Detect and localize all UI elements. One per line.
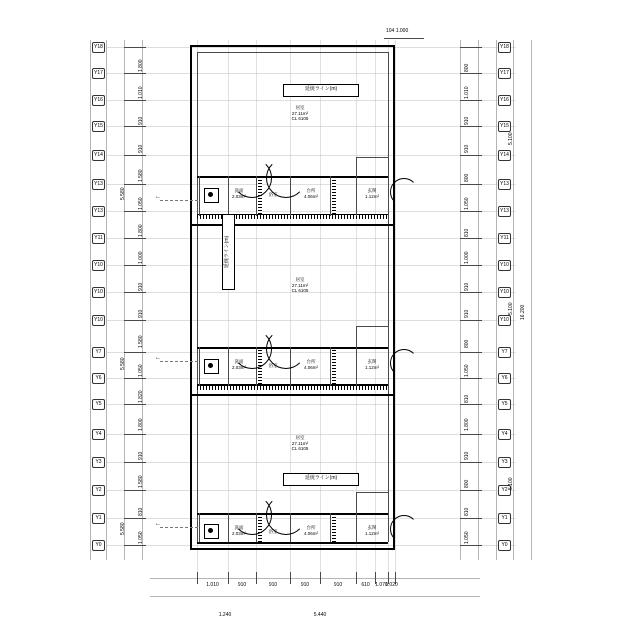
left-dim-17: 1.050 xyxy=(138,530,144,544)
left-ticks-13 xyxy=(124,404,146,405)
left-ticks-0 xyxy=(124,47,146,48)
right-ticks-7 xyxy=(460,238,482,239)
grid-tag-left-7: Y11 xyxy=(92,233,105,244)
shaft-line-1 xyxy=(199,176,200,216)
partition-2d xyxy=(330,347,331,386)
right-dim-11: 1.050 xyxy=(464,364,470,377)
grid-guide-col-2 xyxy=(256,40,257,575)
partition-3a xyxy=(228,513,229,542)
grid-guide-col-6 xyxy=(375,40,376,575)
grid-guide-row-5 xyxy=(106,184,516,185)
grid-guide-row-17 xyxy=(106,518,516,519)
left-ticks-1 xyxy=(124,73,146,74)
small-room-label-4: 玄関 1.12m² xyxy=(364,188,380,199)
dim-line-right-total xyxy=(531,40,532,560)
grid-tag-left-13: Y5 xyxy=(92,399,105,410)
right-ticks-12 xyxy=(460,378,482,379)
bottom-dim-0: 1.010 xyxy=(206,582,219,588)
right-dim-5: 1.050 xyxy=(464,196,470,210)
room-name-2: 居室 xyxy=(295,277,305,282)
bottom-dim-2: 910 xyxy=(268,582,278,588)
right-dim-15: 800 xyxy=(464,479,470,488)
dim-line-left-outer xyxy=(90,40,91,560)
fixture-dot-2 xyxy=(208,363,213,368)
grid-tag-left-1: Y17 xyxy=(92,68,105,79)
hatched-partition-2b xyxy=(332,349,336,384)
grid-guide-row-14 xyxy=(106,434,516,435)
partition-3d xyxy=(330,513,331,542)
entry-lead-2 xyxy=(160,361,198,362)
small-room-label-8: 玄関 1.12m² xyxy=(364,359,380,370)
right-ticks-10 xyxy=(460,320,482,321)
entry-arrow-3: ← xyxy=(155,521,161,527)
left-ticks-12 xyxy=(124,378,146,379)
small-room-label-12: 玄関 1.12m² xyxy=(364,525,380,536)
grid-guide-row-2 xyxy=(106,100,516,101)
bottom-tick-5 xyxy=(356,572,357,584)
wall-top xyxy=(190,45,395,47)
left-dim-1: 1.010 xyxy=(138,85,144,99)
balcony-line-2 xyxy=(356,326,388,327)
small-room-label-1: 洗面 2.03m² xyxy=(231,188,247,199)
bottom-dim-5: 610 xyxy=(361,582,370,588)
right-section-dim-3: 5.100 xyxy=(508,477,514,490)
grid-guide-row-12 xyxy=(106,378,516,379)
left-dim-4: 1.580 xyxy=(138,168,144,182)
right-dim-1: 1.010 xyxy=(464,85,470,99)
left-ticks-11 xyxy=(124,352,146,353)
bottom-dim-7: 1.020 xyxy=(385,582,398,588)
grid-tag-left-4: Y14 xyxy=(92,150,105,161)
right-dim-9: 910 xyxy=(464,309,470,318)
grid-tag-right-15: Y3 xyxy=(498,457,511,468)
bottom-total-dim: 1.240 xyxy=(218,612,232,618)
right-ticks-5 xyxy=(460,184,482,185)
small-room-label-5: 洗面 2.03m² xyxy=(231,359,247,370)
room-area-1: 27.11m² xyxy=(291,110,309,116)
hatched-band-2 xyxy=(197,386,388,390)
right-ticks-15 xyxy=(460,462,482,463)
dim-line-right-mid xyxy=(496,40,497,560)
left-ticks-18 xyxy=(124,545,146,546)
balcony-line-1v xyxy=(356,157,357,177)
service-strip-top-1 xyxy=(197,176,388,178)
room-name-1: 居室 xyxy=(295,105,305,110)
left-dim-8: 910 xyxy=(138,282,144,291)
room-label-3 xyxy=(292,435,309,452)
fixture-dot-3 xyxy=(208,528,213,533)
left-dim-14: 910 xyxy=(138,451,144,460)
bottom-sum-dim: 5.440 xyxy=(313,612,327,618)
room-label-1 xyxy=(292,105,309,122)
left-dim-11: 1.050 xyxy=(138,364,144,377)
right-ticks-1 xyxy=(460,73,482,74)
left-dim-2: 910 xyxy=(138,116,144,125)
grid-guide-row-18 xyxy=(106,545,516,546)
grid-tag-right-16: Y2 xyxy=(498,485,511,496)
right-dim-13: 1.800 xyxy=(464,418,470,431)
balcony-line-2v xyxy=(356,326,357,348)
entry-arrow-2: ← xyxy=(155,355,161,361)
grid-tag-right-4: Y14 xyxy=(498,150,511,161)
grid-tag-right-8: Y10 xyxy=(498,260,511,271)
left-ticks-2 xyxy=(124,100,146,101)
grid-tag-left-14: Y4 xyxy=(92,429,105,440)
bottom-tick-3 xyxy=(290,572,291,584)
left-dim-7: 1.000 xyxy=(138,250,144,264)
right-dim-7: 1.000 xyxy=(464,250,470,264)
grid-tag-right-11: Y7 xyxy=(498,347,511,358)
grid-tag-left-8: Y10 xyxy=(92,260,105,271)
fire-line-band-top: 延焼ライン(m) xyxy=(283,84,359,97)
unit-divider-1 xyxy=(190,224,395,226)
bottom-dim-1: 910 xyxy=(237,582,247,588)
dim-line-right-inner xyxy=(478,40,479,560)
inner-outline-right xyxy=(388,52,389,542)
grid-tag-left-12: Y6 xyxy=(92,373,105,384)
right-ticks-0 xyxy=(460,47,482,48)
left-dim-10: 1.580 xyxy=(138,335,144,348)
room-name-3: 居室 xyxy=(295,435,305,440)
left-ticks-5 xyxy=(124,184,146,185)
right-ticks-16 xyxy=(460,490,482,491)
bottom-tick-2 xyxy=(256,572,257,584)
left-ticks-7 xyxy=(124,238,146,239)
left-dim-3: 910 xyxy=(138,144,144,153)
door-swing-2c xyxy=(390,349,418,377)
left-ticks-16 xyxy=(124,490,146,491)
grid-tag-left-3: Y15 xyxy=(92,121,105,132)
left-dim-0: 1.800 xyxy=(138,59,144,72)
left-ticks-3 xyxy=(124,126,146,127)
grid-tag-left-5: Y13 xyxy=(92,179,105,190)
small-room-label-6: 浴室 xyxy=(268,363,278,368)
grid-guide-row-3 xyxy=(106,126,516,127)
bottom-dim-3: 910 xyxy=(300,582,310,588)
right-ticks-13 xyxy=(460,404,482,405)
wall-left xyxy=(190,45,192,550)
room-cl-3: CL 6105 xyxy=(291,446,309,451)
inner-outline-top xyxy=(197,52,388,53)
grid-tag-right-9: Y10 xyxy=(498,287,511,298)
left-dim-6: 1.800 xyxy=(138,223,144,237)
grid-guide-col-4 xyxy=(320,40,321,575)
small-room-label-2: 浴室 xyxy=(268,192,278,197)
grid-tag-right-13: Y5 xyxy=(498,399,511,410)
right-dim-2: 910 xyxy=(464,116,470,125)
balcony-line-3v xyxy=(356,492,357,514)
left-dim-16: 810 xyxy=(138,507,144,516)
right-dim-16: 810 xyxy=(464,507,470,516)
grid-tag-right-7: Y11 xyxy=(498,233,511,244)
grid-tag-left-2: Y16 xyxy=(92,95,105,106)
entry-lead-1 xyxy=(160,200,198,201)
right-ticks-8 xyxy=(460,265,482,266)
small-room-label-11: 台所 4.06m² xyxy=(303,525,319,536)
right-dim-17: 1.050 xyxy=(464,530,470,544)
grid-tag-left-9: Y10 xyxy=(92,287,105,298)
grid-guide-col-8 xyxy=(395,40,396,575)
grid-guide-row-15 xyxy=(106,462,516,463)
grid-guide-row-4 xyxy=(106,155,516,156)
dim-line-bottom-inner xyxy=(150,578,480,579)
dim-line-bottom-outer xyxy=(150,596,480,597)
grid-tag-right-3: Y15 xyxy=(498,121,511,132)
grid-guide-row-13 xyxy=(106,404,516,405)
room-area-3: 27.11m² xyxy=(291,440,309,446)
entry-lead-3 xyxy=(160,527,198,528)
wall-right xyxy=(393,45,395,550)
small-room-label-7: 台所 4.06m² xyxy=(303,359,319,370)
grid-guide-row-8 xyxy=(106,265,516,266)
grid-tag-right-12: Y6 xyxy=(498,373,511,384)
right-dim-6: 810 xyxy=(464,228,470,237)
grid-guide-row-1 xyxy=(106,73,516,74)
left-ticks-10 xyxy=(124,320,146,321)
grid-guide-row-0 xyxy=(106,47,516,48)
grid-tag-right-1: Y17 xyxy=(498,68,511,79)
partition-3e xyxy=(356,513,357,542)
left-dim-15: 1.580 xyxy=(138,475,144,488)
door-swing-3c xyxy=(390,515,418,543)
grid-tag-left-11: Y7 xyxy=(92,347,105,358)
dim-line-left-mid xyxy=(106,40,107,560)
right-ticks-3 xyxy=(460,126,482,127)
right-ticks-18 xyxy=(460,545,482,546)
bottom-tick-1 xyxy=(228,572,229,584)
fire-line-band-vertical: 延焼ライン(m) xyxy=(222,214,235,290)
grid-tag-right-2: Y16 xyxy=(498,95,511,106)
small-room-label-9: 洗面 2.03m² xyxy=(231,525,247,536)
service-strip-top-2 xyxy=(197,347,388,349)
small-room-label-10: 浴室 xyxy=(268,529,278,534)
grid-tag-left-17: Y1 xyxy=(92,513,105,524)
grid-guide-col-1 xyxy=(228,40,229,575)
grid-guide-row-9 xyxy=(106,292,516,293)
left-dim-13: 1.800 xyxy=(138,418,144,431)
grid-tag-right-10: Y10 xyxy=(498,315,511,326)
right-ticks-14 xyxy=(460,434,482,435)
left-section-dim-1: 5.580 xyxy=(120,187,126,200)
left-ticks-14 xyxy=(124,434,146,435)
right-ticks-17 xyxy=(460,518,482,519)
partition-1a xyxy=(228,176,229,216)
wall-bottom xyxy=(190,548,395,550)
right-total-dim: 16.200 xyxy=(520,304,526,320)
grid-guide-row-16 xyxy=(106,490,516,491)
hatched-partition-3b xyxy=(332,515,336,542)
grid-tag-right-6: Y13 xyxy=(498,206,511,217)
grid-tag-right-0: Y18 xyxy=(498,42,511,53)
left-ticks-6 xyxy=(124,211,146,212)
room-area-2: 27.11m² xyxy=(291,282,309,288)
balcony-line-1 xyxy=(356,157,388,158)
grid-tag-right-14: Y4 xyxy=(498,429,511,440)
small-room-label-3: 台所 4.06m² xyxy=(303,188,319,199)
grid-tag-left-10: Y10 xyxy=(92,315,105,326)
left-ticks-8 xyxy=(124,265,146,266)
unit-divider-2 xyxy=(190,394,395,396)
bottom-tick-4 xyxy=(320,572,321,584)
partition-2e xyxy=(356,347,357,386)
service-strip-top-3 xyxy=(197,513,388,515)
dim-line-left-inner xyxy=(124,40,125,560)
left-dim-5: 1.050 xyxy=(138,196,144,210)
grid-tag-right-5: Y13 xyxy=(498,179,511,190)
left-ticks-9 xyxy=(124,292,146,293)
right-dim-12: 810 xyxy=(464,394,470,403)
partition-2a xyxy=(228,347,229,386)
right-dim-8: 910 xyxy=(464,282,470,291)
bottom-dim-6: 1.070 xyxy=(375,582,388,588)
right-ticks-2 xyxy=(460,100,482,101)
grid-tag-left-15: Y3 xyxy=(92,457,105,468)
entry-arrow-1: ← xyxy=(155,194,161,200)
fire-line-band-bottom: 延焼ライン(m) xyxy=(283,473,359,486)
partition-1e xyxy=(356,176,357,216)
bottom-dim-4: 910 xyxy=(333,582,343,588)
left-ticks-17 xyxy=(124,518,146,519)
left-ticks-4 xyxy=(124,155,146,156)
right-dim-10: 800 xyxy=(464,339,470,348)
dim-line-right-inner2 xyxy=(460,40,461,560)
grid-tag-right-17: Y1 xyxy=(498,513,511,524)
title-note: 104 1.000 xyxy=(386,28,409,34)
grid-guide-row-10 xyxy=(106,320,516,321)
room-cl-1: CL 6105 xyxy=(291,116,309,121)
bottom-tick-0 xyxy=(197,572,198,584)
left-dim-9: 910 xyxy=(138,309,144,318)
grid-tag-right-18: Y0 xyxy=(498,540,511,551)
right-section-dim-2: 5.100 xyxy=(508,302,514,315)
right-ticks-6 xyxy=(460,211,482,212)
service-strip-bottom-3 xyxy=(197,542,388,544)
room-label-2 xyxy=(292,277,309,294)
room-cl-2: CL 6105 xyxy=(291,288,309,293)
title-note-underline xyxy=(384,38,424,39)
grid-tag-left-0: Y18 xyxy=(92,42,105,53)
grid-tag-left-16: Y2 xyxy=(92,485,105,496)
left-section-dim-3: 5.580 xyxy=(120,522,126,535)
shaft-line-3 xyxy=(199,513,200,542)
right-section-dim-1: 5.100 xyxy=(508,132,514,145)
grid-tag-left-18: Y0 xyxy=(92,540,105,551)
grid-guide-row-6 xyxy=(106,211,516,212)
right-ticks-4 xyxy=(460,155,482,156)
grid-tag-left-6: Y13 xyxy=(92,206,105,217)
right-ticks-9 xyxy=(460,292,482,293)
partition-1d xyxy=(330,176,331,216)
inner-outline-left xyxy=(197,52,198,542)
left-dim-12: 1.820 xyxy=(138,390,144,403)
right-dim-0: 800 xyxy=(464,63,470,72)
left-ticks-15 xyxy=(124,462,146,463)
shaft-line-2 xyxy=(199,347,200,386)
hatched-partition-1b xyxy=(332,178,336,214)
right-dim-3: 910 xyxy=(464,144,470,153)
left-section-dim-2: 5.580 xyxy=(120,357,126,370)
right-dim-4: 800 xyxy=(464,173,470,182)
balcony-line-3 xyxy=(356,492,388,493)
fixture-dot-1 xyxy=(208,192,213,197)
grid-guide-row-11 xyxy=(106,352,516,353)
right-ticks-11 xyxy=(460,352,482,353)
right-dim-14: 910 xyxy=(464,451,470,460)
grid-guide-row-7 xyxy=(106,238,516,239)
